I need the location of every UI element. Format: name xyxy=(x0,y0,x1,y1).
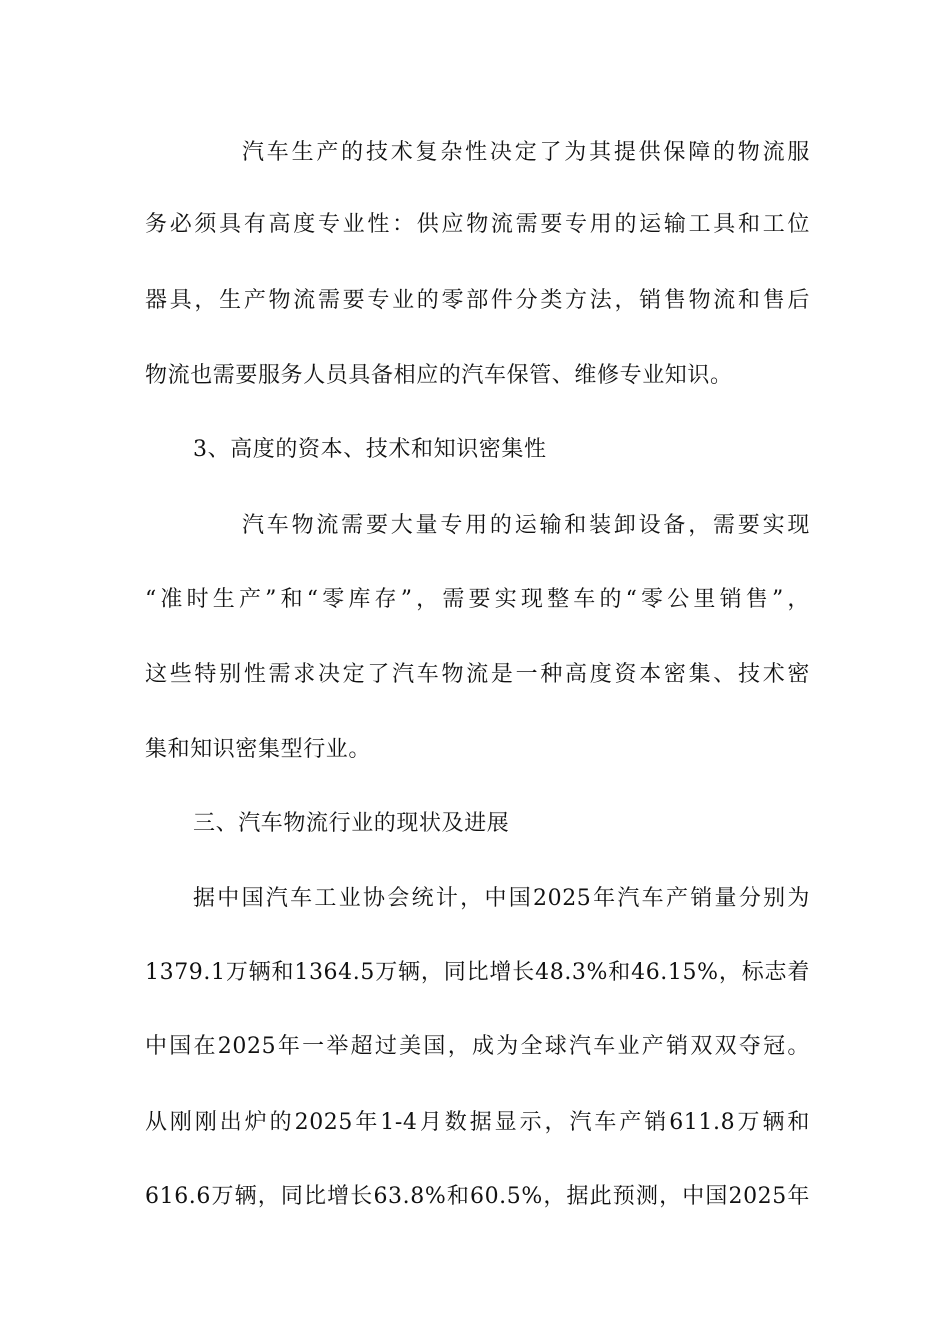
section-heading: 三、汽车物流行业的现状及进展 xyxy=(193,811,510,836)
paragraph-line: 从刚刚出炉的2025年1-4月数据显示，汽车产销611.8万辆和 xyxy=(145,1110,810,1135)
paragraph-line: 据中国汽车工业协会统计，中国2025年汽车产销量分别为 xyxy=(193,886,810,911)
paragraph-line: 汽车物流需要大量专用的运输和装卸设备，需要实现 xyxy=(242,513,810,538)
paragraph-line: 616.6万辆，同比增长63.8%和60.5%，据此预测，中国2025年 xyxy=(145,1184,810,1209)
paragraph-line: 这些特别性需求决定了汽车物流是一种高度资本密集、技术密 xyxy=(145,662,810,687)
paragraph-line: 物流也需要服务人员具备相应的汽车保管、维修专业知识。 xyxy=(145,363,733,388)
section-heading: 3、高度的资本、技术和知识密集性 xyxy=(193,437,547,462)
paragraph-line: 中国在2025年一举超过美国，成为全球汽车业产销双双夺冠。 xyxy=(145,1034,810,1059)
paragraph-line: 1379.1万辆和1364.5万辆，同比增长48.3%和46.15%，标志着 xyxy=(145,960,810,985)
paragraph-line: 集和知识密集型行业。 xyxy=(145,737,372,762)
paragraph-line: 器具，生产物流需要专业的零部件分类方法，销售物流和售后 xyxy=(145,288,810,313)
paragraph-line: 务必须具有高度专业性：供应物流需要专用的运输工具和工位 xyxy=(145,212,810,237)
paragraph-line: 汽车生产的技术复杂性决定了为其提供保障的物流服 xyxy=(242,140,810,165)
paragraph-line: “准时生产”和“零库存”，需要实现整车的“零公里销售”， xyxy=(145,587,810,612)
